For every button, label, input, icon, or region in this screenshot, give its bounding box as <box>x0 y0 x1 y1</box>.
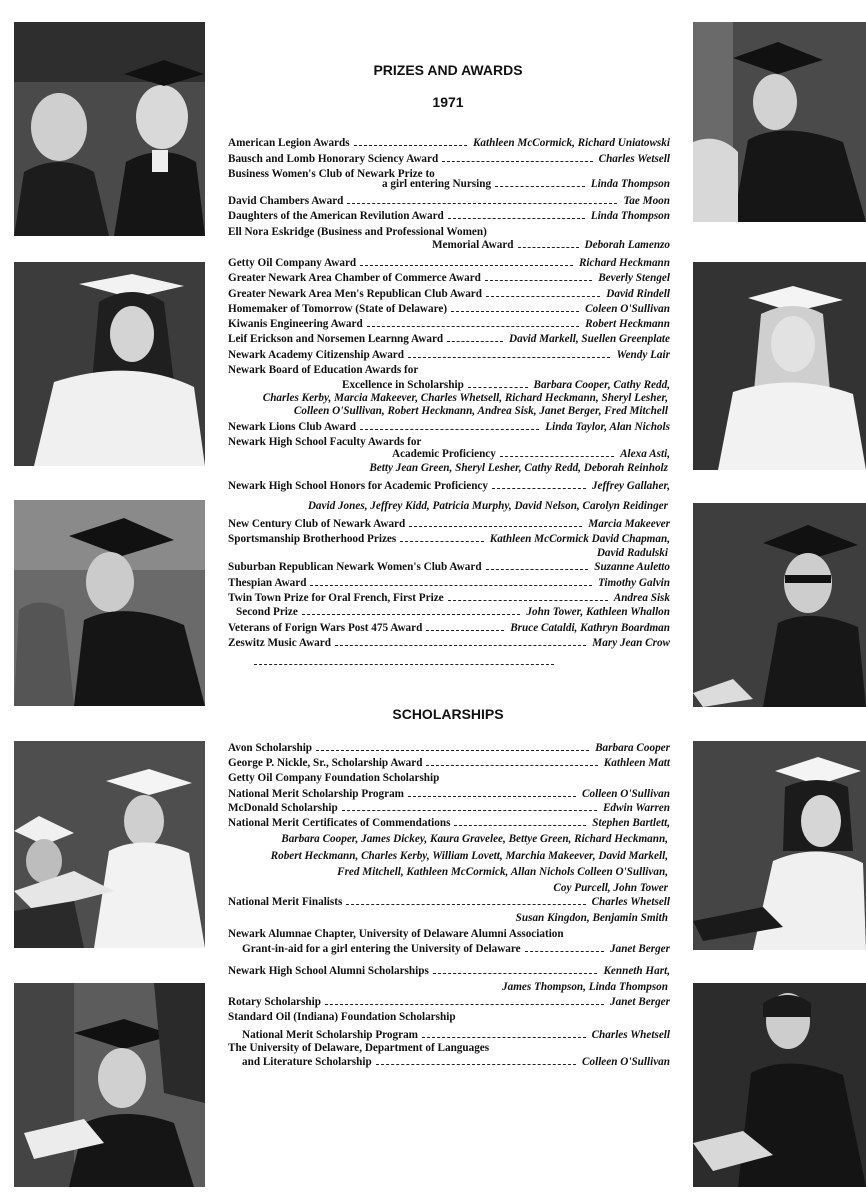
prizes-heading: PRIZES AND AWARDS <box>373 62 523 78</box>
scholarship-entry <box>222 742 670 757</box>
scholarship-entry <box>222 1056 670 1071</box>
dashed-leader <box>342 810 597 811</box>
entry-recipients: Kathleen Matt <box>603 757 670 769</box>
entry-recipients: Robert Heckmann <box>585 318 670 330</box>
scholarship-entry <box>222 1011 670 1026</box>
photo-diploma-handoff-left-4 <box>14 741 205 948</box>
award-entry <box>222 606 670 621</box>
entry-title: Thespian Award <box>228 577 307 589</box>
entry-title: Newark High School Honors for Academic Proficiency <box>228 480 488 492</box>
scholarship-entry <box>222 965 670 980</box>
scholarship-entry <box>222 943 670 958</box>
entry-recipients: Charles Wetsell <box>598 153 670 165</box>
dashed-leader <box>448 600 608 601</box>
entry-title: Second Prize <box>236 606 298 618</box>
entry-title: Avon Scholarship <box>228 742 313 754</box>
entry-recipients: Andrea Sisk <box>613 592 670 604</box>
entry-title: Daughters of the American Revilution Award <box>228 210 444 222</box>
entry-recipients: Jeffrey Gallaher, <box>591 480 670 492</box>
entry-recipients: Stephen Bartlett, <box>592 817 670 829</box>
photo-graduate-boy-left-5 <box>14 983 205 1187</box>
dashed-leader <box>500 456 614 457</box>
dashed-leader <box>468 387 528 388</box>
recipients-continuation: Betty Jean Green, Sheryl Lesher, Cathy Redd, Deborah Reinholz <box>369 462 668 474</box>
recipients-continuation: Charles Kerby, Marcia Makeever, Charles Whetsell, Richard Heckmann, Sheryl Lesher, <box>262 392 668 404</box>
photo-graduate-cap-left-1 <box>14 22 205 236</box>
entry-title: McDonald Scholarship <box>228 802 338 814</box>
award-entry <box>222 592 670 607</box>
entry-recipients: Linda Taylor, Alan Nichols <box>545 421 670 433</box>
entry-title: Memorial Award <box>432 239 514 251</box>
recipients-continuation: David Jones, Jeffrey Kidd, Patricia Murphy, David Nelson, Carolyn Reidinger <box>307 500 668 512</box>
entry-title: Sportsmanship Brotherhood Prizes <box>228 533 397 545</box>
entry-recipients: Timothy Galvin <box>598 577 670 589</box>
dashed-leader <box>525 951 604 952</box>
award-entry <box>222 178 670 193</box>
photo-diploma-girl-right-4 <box>693 741 866 950</box>
dashed-leader <box>486 296 600 297</box>
scholarship-entry <box>222 896 670 911</box>
dashed-leader <box>408 796 576 797</box>
award-entry <box>222 637 670 652</box>
entry-recipients: Bruce Cataldi, Kathryn Boardman <box>510 622 670 634</box>
dashed-leader <box>360 265 573 266</box>
entry-recipients: Coleen O'Sullivan <box>585 303 670 315</box>
entry-title: and Literature Scholarship <box>242 1056 372 1068</box>
entry-recipients: Mary Jean Crow <box>592 637 670 649</box>
entry-title: New Century Club of Newark Award <box>228 518 406 530</box>
dashed-leader <box>409 526 582 527</box>
entry-recipients: John Tower, Kathleen Whallon <box>526 606 670 618</box>
entry-title: George P. Nickle, Sr., Scholarship Award <box>228 757 423 769</box>
entry-recipients: Janet Berger <box>610 943 670 955</box>
entry-recipients: David Markell, Suellen Greenplate <box>509 333 670 345</box>
entry-title: Bausch and Lomb Honorary Sciency Award <box>228 153 439 165</box>
entry-recipients: Edwin Warren <box>602 802 670 814</box>
award-entry <box>222 137 670 152</box>
entry-title: Veterans of Forign Wars Post 475 Award <box>228 622 423 634</box>
award-entry <box>222 333 670 348</box>
award-entry <box>222 318 670 333</box>
photo-graduate-boy-right-5 <box>693 983 866 1187</box>
award-entry <box>222 561 670 576</box>
entry-recipients: Kenneth Hart, <box>603 965 670 977</box>
recipients-continuation: Robert Heckmann, Charles Kerby, William Lovett, Marchia Makeever, David Markell, <box>270 850 668 862</box>
entry-recipients: Kathleen McCormick David Chapman, <box>489 533 670 545</box>
entry-recipients: Deborah Lamenzo <box>584 239 670 251</box>
dashed-leader <box>310 585 592 586</box>
entry-title: Standard Oil (Indiana) Foundation Scholarship <box>228 1011 456 1023</box>
dashed-leader <box>367 326 579 327</box>
dashed-leader <box>454 825 586 826</box>
recipients-continuation: Fred Mitchell, Kathleen McCormick, Allan Nichols Colleen O'Sullivan, <box>337 866 668 878</box>
entry-title: Rotary Scholarship <box>228 996 321 1008</box>
dashed-leader <box>486 569 588 570</box>
award-entry <box>222 349 670 364</box>
entry-title: Excellence in Scholarship <box>342 379 464 391</box>
entry-recipients: Colleen O'Sullivan <box>582 788 670 800</box>
entry-title: Suburban Republican Newark Women's Club Award <box>228 561 482 573</box>
entry-title: Newark Lions Club Award <box>228 421 357 433</box>
award-entry <box>222 303 670 318</box>
entry-title: Newark High School Alumni Scholarships <box>228 965 429 977</box>
dashed-leader <box>447 341 503 342</box>
dashed-leader <box>346 904 586 905</box>
scholarship-entry <box>222 996 670 1011</box>
entry-title: Getty Oil Company Foundation Scholarship <box>228 772 440 784</box>
award-entry <box>222 622 670 637</box>
entry-recipients: Tae Moon <box>623 195 670 207</box>
entry-recipients: Barbara Cooper <box>595 742 670 754</box>
entry-title: National Merit Finalists <box>228 896 343 908</box>
entry-title: Zeswitz Music Award <box>228 637 331 649</box>
dashed-divider <box>254 664 554 665</box>
award-entry <box>222 518 670 533</box>
dashed-leader <box>422 1037 586 1038</box>
entry-recipients: Beverly Stengel <box>598 272 670 284</box>
dashed-leader <box>492 488 586 489</box>
entry-title: National Merit Scholarship Program <box>228 788 404 800</box>
photo-graduate-glasses-right-1 <box>693 22 866 222</box>
dashed-leader <box>325 1004 604 1005</box>
award-entry <box>222 153 670 168</box>
entry-recipients: Charles Whetsell <box>591 896 670 908</box>
entry-title: Business Women's Club of Newark Prize to <box>228 168 435 180</box>
scholarship-entry <box>222 772 670 787</box>
photo-graduate-glasses-right-3 <box>693 503 866 707</box>
award-entry <box>222 272 670 287</box>
entry-title: The University of Delaware, Department of Languages <box>228 1042 490 1054</box>
dashed-leader <box>335 645 586 646</box>
entry-recipients: Suzanne Auletto <box>594 561 670 573</box>
entry-recipients: Richard Heckmann <box>578 257 670 269</box>
entry-recipients: Marcia Makeever <box>588 518 670 530</box>
entry-recipients: David Rindell <box>606 288 670 300</box>
dashed-leader <box>316 750 589 751</box>
award-entry <box>222 239 670 254</box>
award-entry <box>222 577 670 592</box>
entry-recipients: Alexa Asti, <box>620 448 670 460</box>
recipients-continuation: David Radulski <box>596 547 668 559</box>
entry-recipients: Charles Whetsell <box>591 1029 670 1041</box>
entry-title: Grant-in-aid for a girl entering the University of Delaware <box>242 943 521 955</box>
entry-recipients: Colleen O'Sullivan <box>582 1056 670 1068</box>
recipients-continuation: Barbara Cooper, James Dickey, Kaura Gravelee, Bettye Green, Richard Heckmann, <box>281 833 668 845</box>
dashed-leader <box>376 1064 576 1065</box>
award-entry <box>222 448 670 463</box>
award-entry <box>222 288 670 303</box>
recipients-continuation: James Thompson, Linda Thompson <box>502 981 668 993</box>
entry-recipients: Kathleen McCormick, Richard Uniatowski <box>472 137 670 149</box>
entry-title: Twin Town Prize for Oral French, First Prize <box>228 592 444 604</box>
dashed-leader <box>442 161 593 162</box>
dashed-leader <box>495 186 585 187</box>
entry-title: David Chambers Award <box>228 195 344 207</box>
entry-title: National Merit Certificates of Commendations <box>228 817 451 829</box>
recipients-continuation: Susan Kingdon, Benjamin Smith <box>515 912 668 924</box>
entry-recipients: Linda Thompson <box>590 210 670 222</box>
dashed-leader <box>433 973 597 974</box>
award-entry <box>222 195 670 210</box>
dashed-leader <box>354 145 467 146</box>
award-entry <box>222 257 670 272</box>
entry-title: Getty Oil Company Award <box>228 257 357 269</box>
entry-title: American Legion Awards <box>228 137 350 149</box>
awards-text-column <box>222 0 674 1200</box>
dashed-leader <box>408 357 610 358</box>
award-entry <box>222 421 670 436</box>
entry-title: Leif Erickson and Norsemen Learnng Award <box>228 333 444 345</box>
award-entry <box>222 364 670 379</box>
entry-title: Kiwanis Engineering Award <box>228 318 363 330</box>
dashed-leader <box>360 429 539 430</box>
award-entry <box>222 533 670 548</box>
entry-title: Newark High School Faculty Awards for <box>228 436 422 448</box>
entry-title: Academic Proficiency <box>392 448 496 460</box>
entry-title: Ell Nora Eskridge (Business and Professional Women) <box>228 226 487 238</box>
dashed-leader <box>400 541 484 542</box>
scholarship-entry <box>222 928 670 943</box>
entry-recipients: Wendy Lair <box>616 349 670 361</box>
scholarship-entry <box>222 1042 670 1057</box>
photo-graduate-girl-right-2 <box>693 262 866 470</box>
entry-recipients: Janet Berger <box>610 996 670 1008</box>
dashed-leader <box>347 203 617 204</box>
entry-title: National Merit Scholarship Program <box>242 1029 418 1041</box>
entry-title: Homemaker of Tomorrow (State of Delaware) <box>228 303 448 315</box>
dashed-leader <box>426 630 504 631</box>
entry-title: Newark Academy Citizenship Award <box>228 349 404 361</box>
entry-title: Greater Newark Area Men's Republican Club Award <box>228 288 482 300</box>
entry-recipients: Barbara Cooper, Cathy Redd, <box>533 379 670 391</box>
recipients-continuation: Colleen O'Sullivan, Robert Heckmann, Andrea Sisk, Janet Berger, Fred Mitchell <box>293 405 668 417</box>
entry-title: Newark Alumnae Chapter, University of Delaware Alumni Association <box>228 928 564 940</box>
prizes-year: 1971 <box>432 94 464 110</box>
scholarship-entry <box>222 788 670 803</box>
entry-recipients: Linda Thompson <box>590 178 670 190</box>
photo-graduate-girl-left-2 <box>14 262 205 466</box>
scholarship-entry <box>222 817 670 832</box>
recipients-continuation: Coy Purcell, John Tower <box>553 882 668 894</box>
entry-title: Newark Board of Education Awards for <box>228 364 419 376</box>
scholarship-entry <box>222 757 670 772</box>
dashed-leader <box>448 218 585 219</box>
scholarships-heading: SCHOLARSHIPS <box>392 706 504 722</box>
dashed-leader <box>518 247 579 248</box>
entry-title: Greater Newark Area Chamber of Commerce Award <box>228 272 481 284</box>
award-entry <box>222 210 670 225</box>
photo-graduate-boy-left-3 <box>14 500 205 706</box>
dashed-leader <box>426 765 598 766</box>
dashed-leader <box>451 311 579 312</box>
dashed-leader <box>302 614 520 615</box>
dashed-leader <box>485 280 592 281</box>
scholarship-entry <box>222 802 670 817</box>
entry-title: a girl entering Nursing <box>382 178 492 190</box>
award-entry <box>222 480 670 495</box>
